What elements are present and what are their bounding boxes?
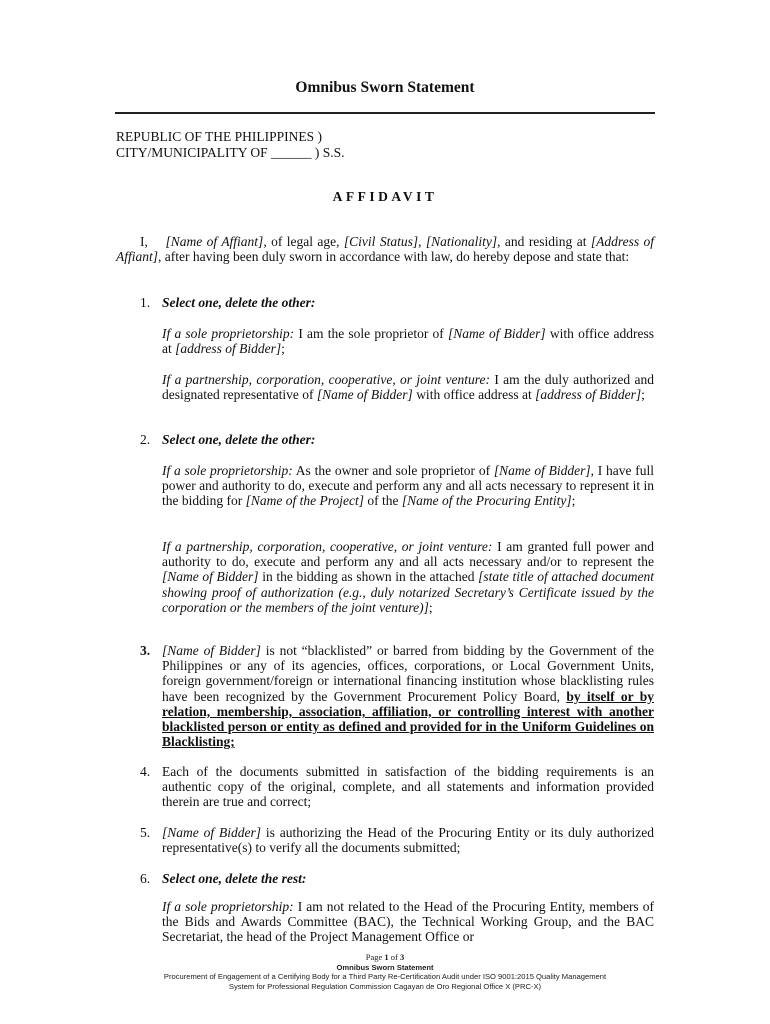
item-5-text: [Name of Bidder] is authorizing the Head of the Procuring Entity or its duly authorized representative(s) to verify all the documents submitted; <box>162 825 654 856</box>
item-1-partnership-paragraph: If a partnership, corporation, cooperative, or joint venture: I am the duly authorized and designated representative of [Name of Bidder] with office address at [address of Bidder]; <box>162 372 654 403</box>
item-3-text: [Name of Bidder] is not “blacklisted” or barred from bidding by the Government of the Philippines or any of its agencies, offices, corporations, or Local Government Units, foreign government/foreign or international financing institution whose blacklisting rules have been recognized by the Government Procurement Policy Board, by itself or by relation, membership, association, affiliation, or controlling interest with another blacklisted person or entity as defined and provided for in the Uniform Guidelines on Blacklisting; <box>162 643 654 750</box>
document-title: Omnibus Sworn Statement <box>295 79 475 96</box>
footer-line-1: Procurement of Engagement of a Certifying Body for a Third Party Re-Certification Audit under ISO 9001:2015 Quality Management <box>163 972 607 982</box>
page-footer <box>0 953 770 991</box>
venue-line-1: REPUBLIC OF THE PHILIPPINES ) <box>116 129 323 144</box>
item-1-header: Select one, delete the other: <box>162 295 316 310</box>
footer-line-2: System for Professional Regulation Commission Cagayan de Oro Regional Office X (PRC-X) <box>228 981 542 991</box>
document-page: Omnibus Sworn Statement REPUBLIC OF THE PHILIPPINES ) CITY/MUNICIPALITY OF ______ ) S.S. AFFIDAVIT I, [Name of Affiant], of legal age, [Civil Status], [Nationality], and residing at [Address of Affiant], after having been duly sworn in accordance with law, do hereby depose and state that: 1. Select one, delete the other: If a sole proprietorship: I am the sole proprietor of [Name of Bidder] with office address at [address of Bidder]; If a partnership, corporation, cooperative, or joint venture: I am the duly authorized and designated representative of [Name of Bidder] with office address at [address of Bidder]; 2. Select one, delete the other: If a sole proprietorship: As the owner and sole proprietor of [Name of Bidder], I have full power and authority to do, execute and perform any and all acts necessary to represent it in the bidding for [Name of the Project] of the [Name of the Procuring Entity]; If a partnership, corporation, cooperative, or joint venture: I am granted full power and authority to do, execute and perform any and all acts necessary and/or to represent the [Name of Bidder] in the bidding as shown in the attached [state title of attached document showing proof of authorization (e.g., duly notarized Secretary’s Certificate issued by the corporation or the members of the joint venture)]; 3. [Name of Bidder] is not “blacklisted” or barred from bidding by the Government of the Philippines or any of its agencies, offices, corporations, or Local Government Units, foreign government/foreign or international financing institution whose blacklisting rules have been recognized by the Government Procurement Policy Board, by itself or by relation, membership, association, affiliation, or controlling interest with another blacklisted person or entity as defined and provided for in the Uniform Guidelines on Blacklisting; 4. Each of the documents submitted in satisfaction of the bidding requirements is an authentic copy of the original, complete, and all statements and information provided therein are true and correct; 5. [Name of Bidder] is authorizing the Head of the Procuring Entity or its duly authorized representative(s) to verify all the documents submitted; 6. Select one, delete the rest: If a sole proprietorship: I am not related to the Head of the Procuring Entity, members of the Bids and Awards Committee (BAC), the Technical Working Group, and the BAC Secretariat, the head of the Project Management Office or Page 1 of 3 Omnibus Sworn Statement Procurement of Engagement of a Certifying Body for a Third Party Re-Certification Audit under ISO 9001:2015 Quality Management System for Professional Regulation Commission Cagayan de Oro Regional Office X (PRC-X) <box>0 0 770 1024</box>
footer-doc-name: Omnibus Sworn Statement <box>336 962 434 972</box>
item-4-text: Each of the documents submitted in satisfaction of the bidding requirements is an authentic copy of the original, complete, and all statements and information provided therein are true and correct; <box>162 764 654 810</box>
venue-heading <box>116 129 345 161</box>
item-6-sole-paragraph: If a sole proprietorship: I am not related to the Head of the Procuring Entity, members of the Bids and Awards Committee (BAC), the Technical Working Group, and the BAC Secretariat, the head of the Project Management Office or <box>162 899 654 945</box>
item-2-partnership-paragraph: If a partnership, corporation, cooperative, or joint venture: I am granted full power and authority to do, execute and perform any and all acts necessary and/or to represent the [Name of Bidder] in the bidding as shown in the attached [state title of attached document showing proof of authorization (e.g., duly notarized Secretary’s Certificate issued by the corporation or the members of the joint venture)]; <box>162 539 654 615</box>
affidavit-title: AFFIDAVIT <box>332 189 438 204</box>
venue-line-2: CITY/MUNICIPALITY OF ______ ) S.S. <box>116 145 345 160</box>
item-2-header: Select one, delete the other: <box>162 432 316 447</box>
page-number: Page 1 of 3 <box>365 952 405 962</box>
intro-paragraph: I, [Name of Affiant], of legal age, [Civil Status], [Nationality], and residing at [Address of Affiant], after having been duly sworn in accordance with law, do hereby depose and state that: <box>116 234 655 265</box>
item-2-sole-paragraph: If a sole proprietorship: As the owner and sole proprietor of [Name of Bidder], I have full power and authority to do, execute and perform any and all acts necessary to represent it in the bidding for [Name of the Project] of the [Name of the Procuring Entity]; <box>162 463 654 509</box>
item-6-header: Select one, delete the rest: <box>162 871 307 886</box>
title-rule <box>115 112 655 114</box>
item-1-sole-paragraph: If a sole proprietorship: I am the sole proprietor of [Name of Bidder] with office address at [address of Bidder]; <box>162 326 654 357</box>
